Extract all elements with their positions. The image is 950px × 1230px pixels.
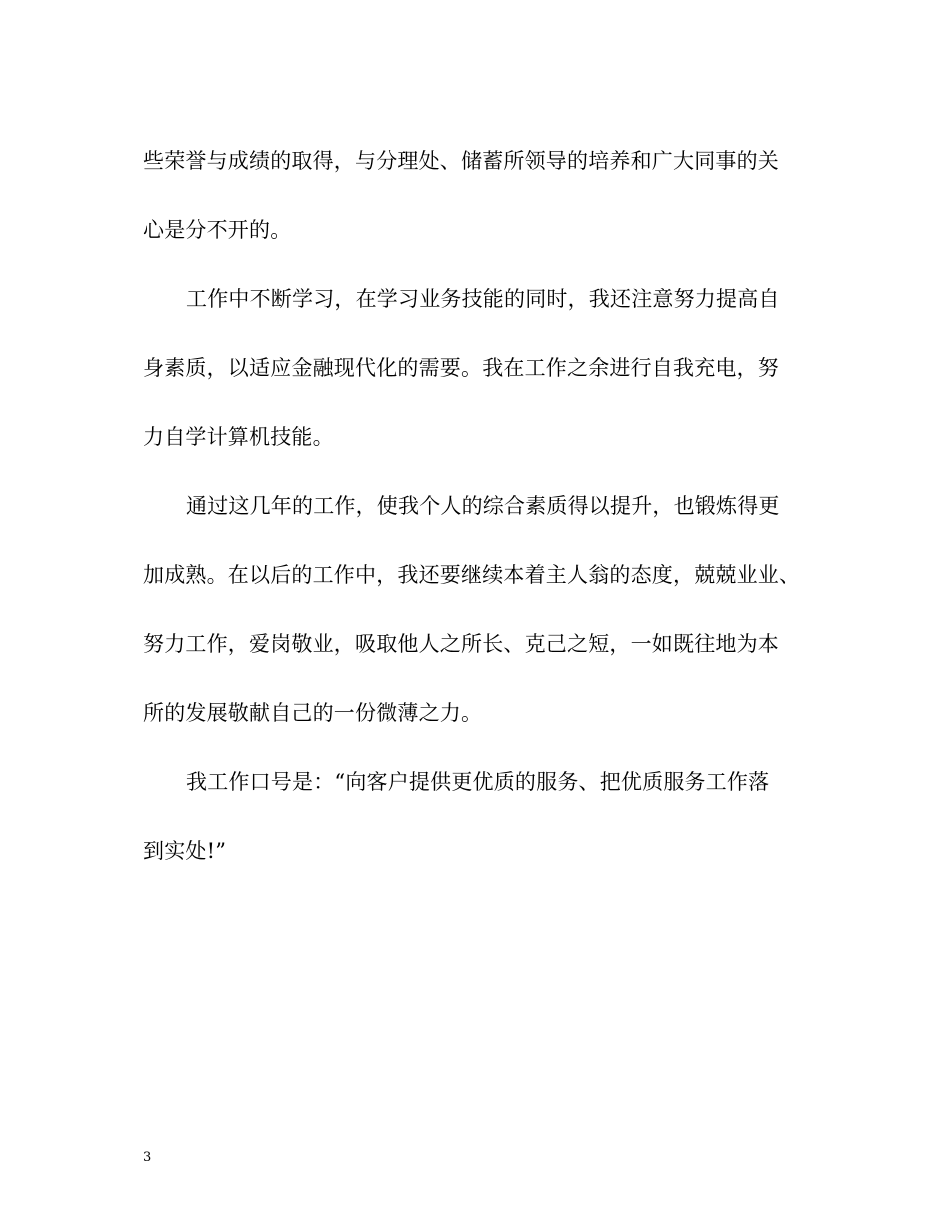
text-line: 力自学计算机技能。 xyxy=(143,425,334,449)
text-line: 到实处!” xyxy=(143,839,227,863)
text-line: 身素质，以适应金融现代化的需要。我在工作之余进行自我充电，努 xyxy=(143,356,779,380)
text-line: 心是分不开的。 xyxy=(143,218,292,242)
page-number: 3 xyxy=(143,1150,152,1165)
text-line: 所的发展敬献自己的一份微薄之力。 xyxy=(143,701,483,725)
text-line: 加成熟。在以后的工作中，我还要继续本着主人翁的态度，兢兢业业、 xyxy=(143,563,801,587)
paragraph-start-line: 通过这几年的工作，使我个人的综合素质得以提升，也锻炼得更 xyxy=(186,494,780,518)
text-line: 努力工作，爱岗敬业，吸取他人之所长、克己之短，一如既往地为本 xyxy=(143,632,779,656)
text-line: 些荣誉与成绩的取得，与分理处、储蓄所领导的培养和广大同事的关 xyxy=(143,149,779,173)
paragraph-start-line: 工作中不断学习，在学习业务技能的同时，我还注意努力提高自 xyxy=(186,287,780,311)
paragraph-start-line: 我工作口号是：“向客户提供更优质的服务、把优质服务工作落 xyxy=(186,770,770,794)
